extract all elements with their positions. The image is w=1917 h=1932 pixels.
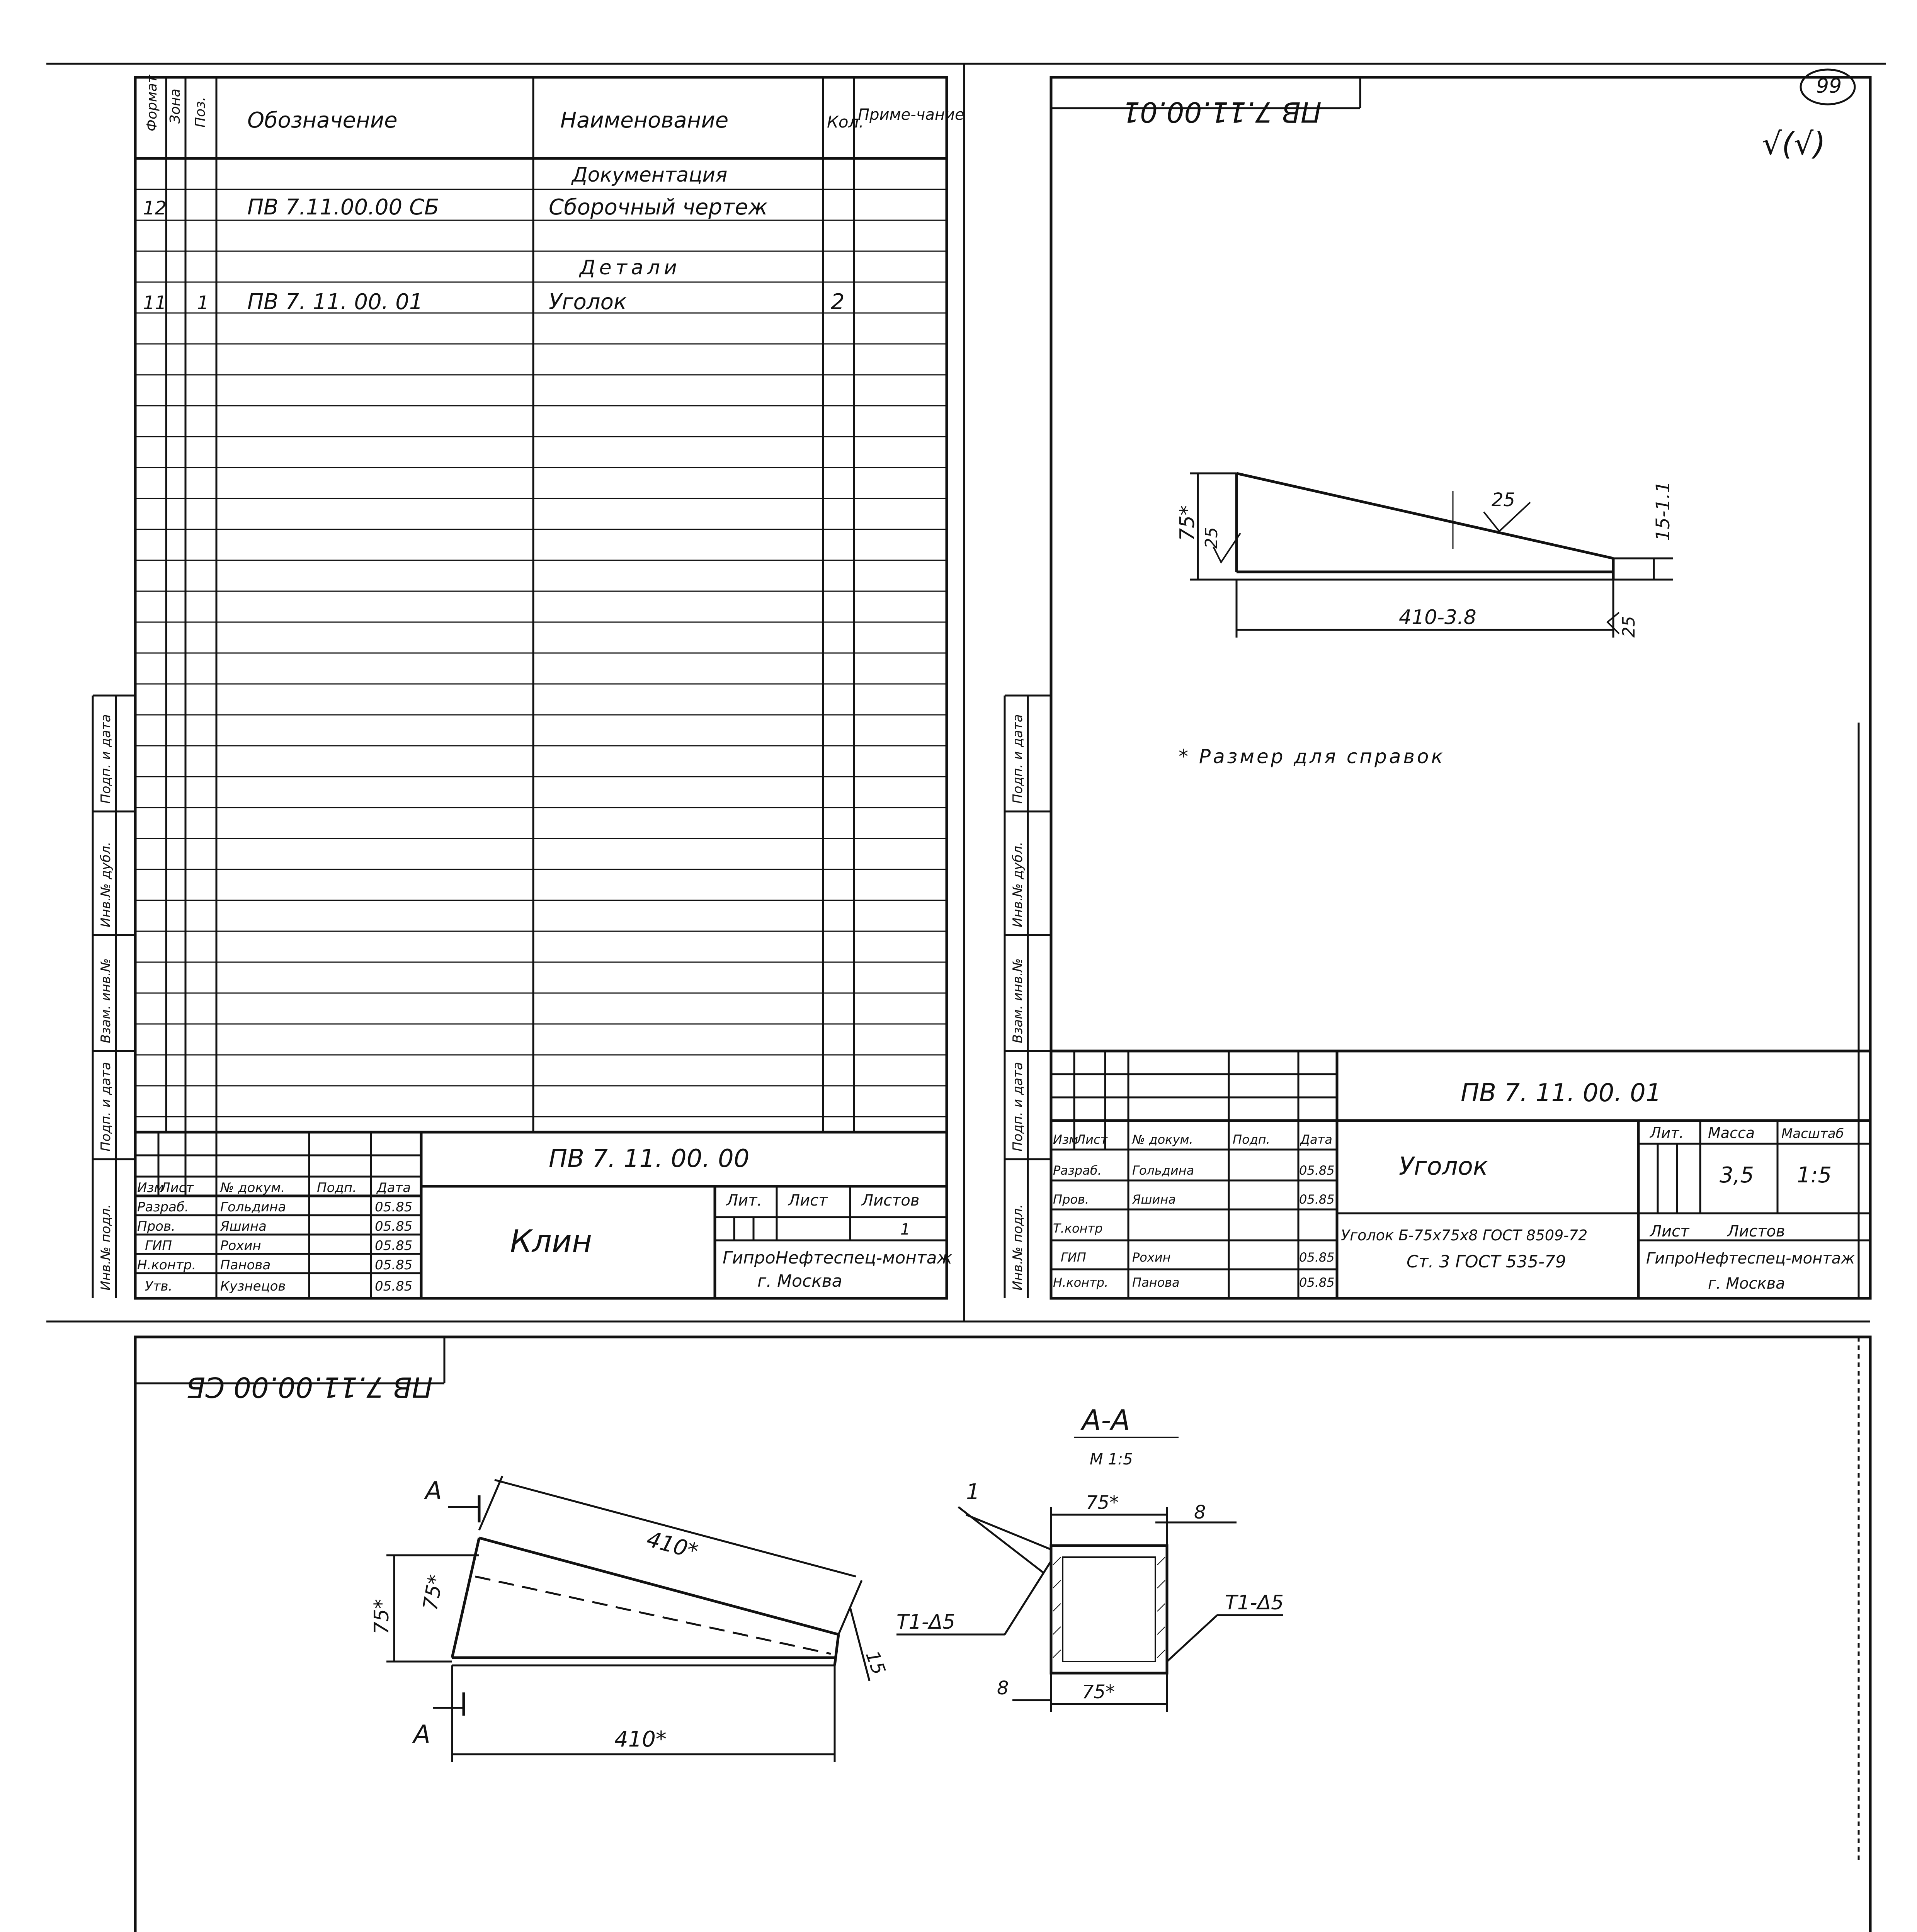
detail-dim-rough-top: 25 xyxy=(1492,489,1516,511)
assembly-dim-410-bottom: 410* xyxy=(614,1727,667,1752)
detail-scale: 1:5 xyxy=(1797,1163,1832,1188)
section-weld-right: Т1-Δ5 xyxy=(1225,1591,1284,1614)
tb1-r2d: 05.85 xyxy=(375,1219,413,1234)
detail-org: ГипроНефтеспец-монтаж xyxy=(1646,1250,1855,1267)
stamp-podp-data-1b: Подп. и дата xyxy=(98,714,114,804)
spec-doc-number: ПВ 7. 11. 00. 00 xyxy=(549,1145,750,1173)
spec-col-designation: Обозначение xyxy=(247,108,398,133)
section-dim-8-bottom: 8 xyxy=(997,1677,1009,1699)
detail-lit: Лит. xyxy=(1650,1124,1684,1141)
spec-col-format: Формат xyxy=(144,75,160,131)
spec-lit: Лит. xyxy=(726,1192,762,1209)
tb2-h-sign: Подп. xyxy=(1233,1132,1270,1147)
section-scale: М 1:5 xyxy=(1090,1451,1133,1468)
tb2-r4d: 05.85 xyxy=(1299,1250,1335,1265)
detail-dim-rough-right: 25 xyxy=(1619,616,1639,638)
tb1-r4: ГИП xyxy=(145,1238,172,1253)
assembly-mirror-code: ПВ 7.11.00.00 СБ xyxy=(186,1371,433,1403)
detail-city: г. Москва xyxy=(1708,1275,1785,1293)
spec-city: г. Москва xyxy=(757,1271,842,1291)
tb2-r5d: 05.85 xyxy=(1299,1275,1335,1290)
spec-sheets-val: 1 xyxy=(900,1221,910,1238)
tb2-r1n: Гольдина xyxy=(1132,1163,1194,1178)
tb1-r6n: Кузнецов xyxy=(220,1279,286,1294)
tb1-h-izm: Изм xyxy=(137,1180,164,1196)
tb1-r1n: Гольдина xyxy=(220,1199,286,1215)
spec-row2-designation: ПВ 7. 11. 00. 01 xyxy=(247,289,423,315)
detail-sheet: Лист xyxy=(1650,1223,1689,1240)
tb2-h-izm: Изм xyxy=(1053,1132,1078,1147)
spec-col-zone: Зона xyxy=(167,88,183,124)
stamp-vzam-inv-1: Взам. инв.№ xyxy=(98,958,114,1043)
tb2-r5: Н.контр. xyxy=(1053,1275,1109,1290)
spec-row2-qty: 2 xyxy=(831,289,845,315)
tb1-r4n: Рохин xyxy=(220,1238,261,1253)
tb1-r5d: 05.85 xyxy=(375,1257,413,1273)
stamp-vzam-inv-2: Взам. инв.№ xyxy=(1010,958,1026,1043)
spec-row1-name: Сборочный чертеж xyxy=(549,195,768,220)
section-weld-left: Т1-Δ5 xyxy=(896,1611,956,1634)
spec-col-pos: Поз. xyxy=(192,97,208,128)
spec-row1-format: 12 xyxy=(143,197,167,219)
tb2-r2n: Яшина xyxy=(1132,1192,1176,1207)
tb1-h-sign: Подп. xyxy=(317,1180,357,1196)
section-leader-1: 1 xyxy=(966,1480,980,1505)
tb2-r3: Т.контр xyxy=(1053,1221,1103,1236)
stamp-podp-data-2: Подп. и дата xyxy=(1010,1062,1026,1151)
stamp-podp-data-2b: Подп. и дата xyxy=(1010,714,1026,804)
detail-dim-rough-left: 25 xyxy=(1202,527,1221,549)
tb1-r6: Утв. xyxy=(145,1279,173,1294)
tb1-r1: Разраб. xyxy=(137,1199,189,1215)
tb1-r4d: 05.85 xyxy=(375,1238,413,1253)
spec-sheets: Листов xyxy=(862,1192,920,1209)
tb1-h-date: Дата xyxy=(377,1180,411,1196)
stamp-inv-podl-1: Инв.№ подл. xyxy=(98,1204,114,1291)
section-dim-8-top: 8 xyxy=(1194,1502,1206,1523)
detail-dim-75: 75* xyxy=(1176,505,1199,541)
spec-col-note: Приме-чание xyxy=(858,106,964,124)
spec-org: ГипроНефтеспец-монтаж xyxy=(723,1248,953,1268)
spec-row1-designation: ПВ 7.11.00.00 СБ xyxy=(247,195,439,220)
detail-dim-15: 15-1.1 xyxy=(1652,481,1674,541)
stamp-inv-dubl-1: Инв.№ дубл. xyxy=(98,842,114,927)
tb2-r4: ГИП xyxy=(1061,1250,1086,1265)
assembly-dim-75-outer: 75* xyxy=(370,1599,393,1634)
detail-mass: 3,5 xyxy=(1720,1163,1754,1188)
detail-doc-number: ПВ 7. 11. 00. 01 xyxy=(1461,1079,1662,1107)
spec-sheet: Лист xyxy=(788,1192,828,1209)
tb2-h-date: Дата xyxy=(1300,1132,1332,1147)
tb1-r6d: 05.85 xyxy=(375,1279,413,1294)
stamp-podp-data-1: Подп. и дата xyxy=(98,1062,114,1151)
detail-name: Уголок xyxy=(1399,1152,1488,1181)
assembly-cut-top: А xyxy=(425,1477,442,1505)
assembly-dim-15: 15 xyxy=(861,1648,890,1678)
assembly-cut-bottom: А xyxy=(413,1720,430,1749)
tb2-h-list: Лист xyxy=(1076,1132,1108,1147)
stamp-inv-dubl-2: Инв.№ дубл. xyxy=(1010,842,1026,927)
detail-mirror-code: ПВ 7.11.00.01 xyxy=(1122,96,1322,128)
tb2-h-doc: № докум. xyxy=(1132,1132,1193,1147)
spec-col-qty: Кол. xyxy=(827,112,864,131)
spec-row2-pos: 1 xyxy=(197,292,209,314)
tb2-r1d: 05.85 xyxy=(1299,1163,1335,1178)
detail-sheets: Листов xyxy=(1727,1223,1785,1240)
detail-scale-label: Масштаб xyxy=(1781,1126,1844,1141)
detail-roughness-mark: √(√) xyxy=(1762,126,1826,162)
detail-mass-label: Масса xyxy=(1708,1124,1755,1141)
spec-section-docs: Документация xyxy=(572,163,728,187)
detail-dim-410: 410-3.8 xyxy=(1399,606,1476,629)
spec-col-name: Наименование xyxy=(560,108,729,133)
section-label: А-А xyxy=(1082,1404,1130,1436)
tb2-r2d: 05.85 xyxy=(1299,1192,1335,1207)
spec-row2-format: 11 xyxy=(143,292,167,314)
spec-title: Клин xyxy=(510,1223,592,1259)
detail-note: * Размер для справок xyxy=(1179,745,1445,768)
spec-row2-name: Уголок xyxy=(549,289,627,315)
detail-material-bot: Ст. 3 ГОСТ 535-79 xyxy=(1407,1252,1566,1272)
tb2-r5n: Панова xyxy=(1132,1275,1180,1290)
stamp-inv-podl-2: Инв.№ подл. xyxy=(1010,1204,1026,1291)
tb2-r1: Разраб. xyxy=(1053,1163,1102,1178)
tb1-r5n: Панова xyxy=(220,1257,271,1273)
section-dim-75-bottom: 75* xyxy=(1082,1681,1115,1703)
page-number: 99 xyxy=(1816,75,1842,98)
assembly-dim-75-inner: 75* xyxy=(418,1573,448,1612)
spec-section-parts: Детали xyxy=(580,256,681,279)
tb1-h-doc: № докум. xyxy=(220,1180,285,1196)
assembly-dim-410-top: 410* xyxy=(644,1526,701,1565)
tb2-r2: Пров. xyxy=(1053,1192,1089,1207)
tb1-r2: Пров. xyxy=(137,1219,175,1234)
tb2-r4n: Рохин xyxy=(1132,1250,1171,1265)
tb1-h-list: Лист xyxy=(160,1180,194,1196)
tb1-r5: Н.контр. xyxy=(137,1257,196,1273)
detail-material-top: Уголок Б-75х75х8 ГОСТ 8509-72 xyxy=(1341,1227,1588,1244)
tb1-r1d: 05.85 xyxy=(375,1199,413,1215)
section-dim-75-top: 75* xyxy=(1086,1492,1119,1514)
tb1-r2n: Яшина xyxy=(220,1219,267,1234)
